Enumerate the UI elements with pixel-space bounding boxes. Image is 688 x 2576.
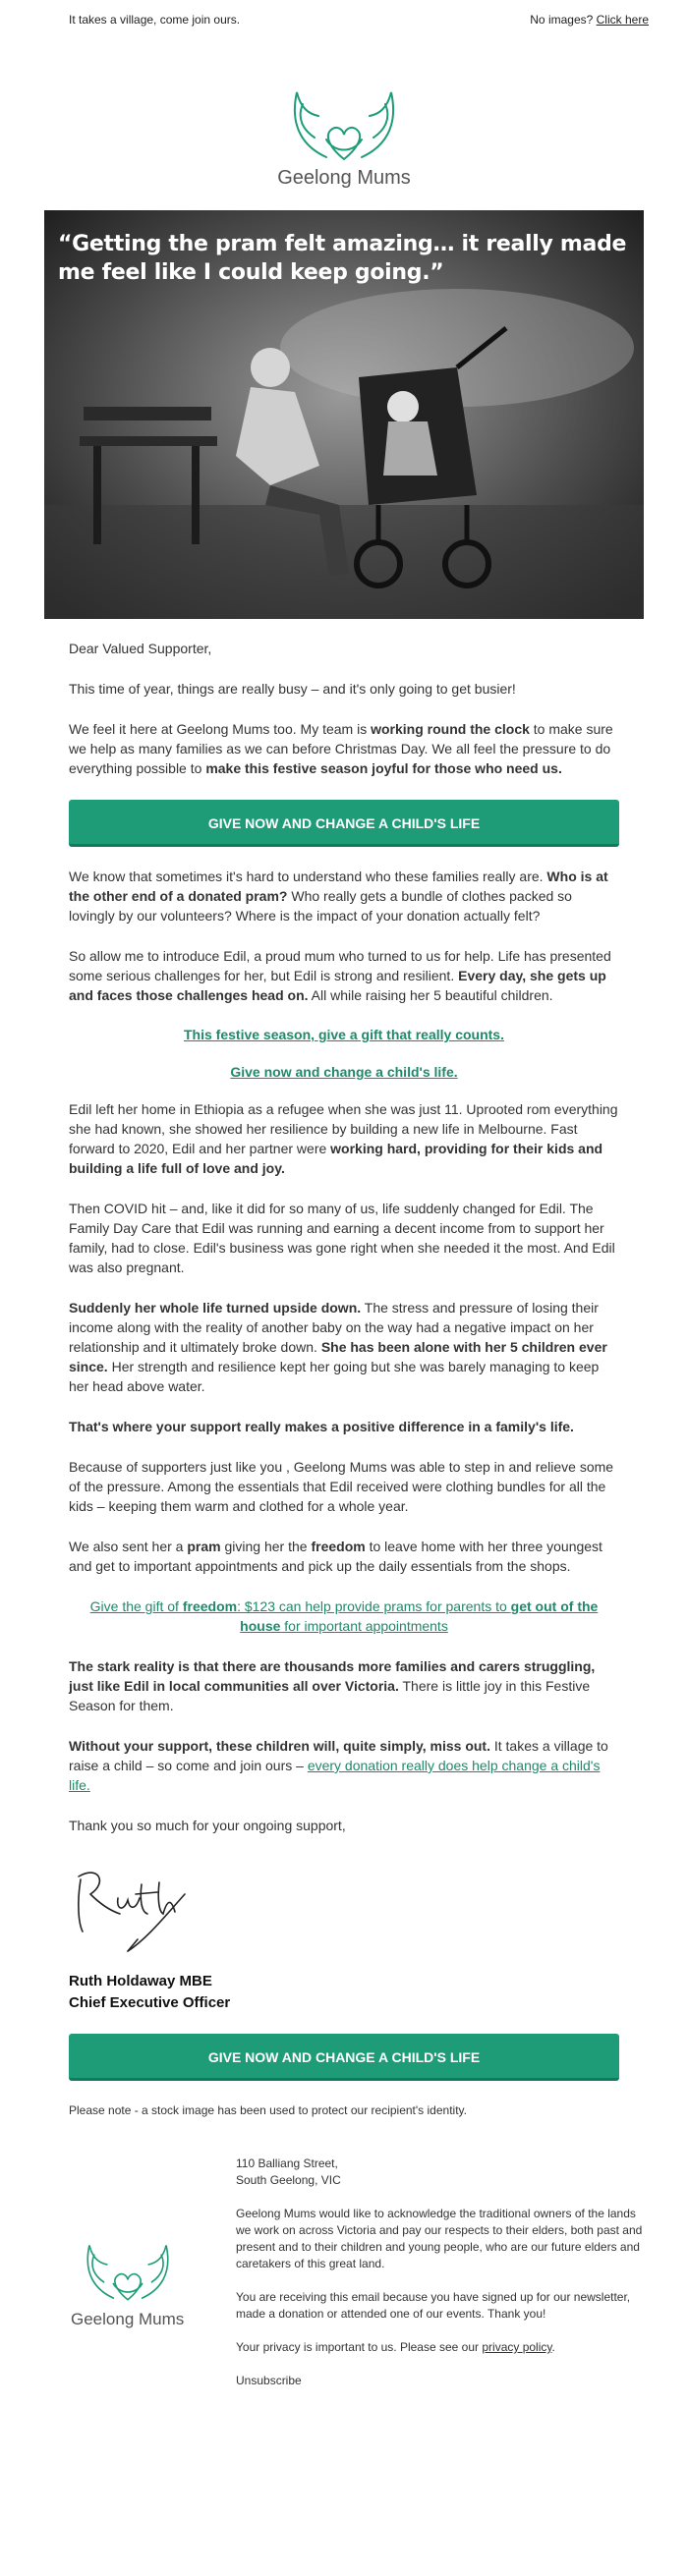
acknowledgement: Geelong Mums would like to acknowledge the traditional owners of the lands we work on across Victoria and pay our respects to their elders, both past and present and to their children and young people, who are our future elders and caretakers of this great land. xyxy=(236,2207,643,2270)
privacy-note: Your privacy is important to us. Please see our privacy policy. xyxy=(236,2340,555,2354)
festive-gift-link[interactable]: This festive season, give a gift that really counts. xyxy=(184,1027,504,1042)
view-online: No images? Click here xyxy=(530,13,649,27)
winged-heart-logo-icon xyxy=(69,2234,187,2303)
paragraph-relief: Because of supporters just like you , Geelong Mums was able to step in and relieve some of the pressure. Among the essentials that Edil received were clothing bundles for all the kids – keeping them warm and clothed for a whole year. xyxy=(69,1459,614,1514)
brand-name: Geelong Mums xyxy=(277,167,411,189)
greeting: Dear Valued Supporter, xyxy=(69,641,212,656)
stock-image-note: Please note - a stock image has been used to protect our recipient's identity. xyxy=(69,2103,467,2117)
letter-body-2 xyxy=(0,867,688,2014)
paragraph-ethiopia: Edil left her home in Ethiopia as a refugee when she was just 11. Uprooted rom everything she had known, she showed her resilience by building a new life in Melbourne. Fast forward to 2020, Edil and her partner were working hard, providing for their kids and building a life full of love and joy. xyxy=(69,1101,618,1176)
letter-body xyxy=(0,639,688,778)
give-now-button[interactable]: GIVE NOW AND CHANGE A CHILD'S LIFE xyxy=(69,800,619,847)
winged-heart-logo-icon xyxy=(275,79,413,163)
paragraph-pram: We also sent her a pram giving her the freedom to leave home with her three youngest and get to important appointments and pick up the daily essentials from the shops. xyxy=(69,1539,602,1574)
paragraph-reality: The stark reality is that there are thousands more families and carers struggling, just like Edil in local communities all over Victoria. There is little joy in this Festive Season for them. xyxy=(69,1658,596,1713)
address-line-1: 110 Balliang Street, xyxy=(236,2156,338,2170)
donation-link[interactable]: every donation really does help change a child's life. xyxy=(69,1758,601,1793)
preheader-tagline: It takes a village, come join ours. xyxy=(69,13,241,27)
paragraph-who: We know that sometimes it's hard to understand who these families really are. Who is at the other end of a donated pram? Who really gets a bundle of clothes packed so lovingly by our volunteers? Where is the impact of your donation actually felt? xyxy=(69,868,608,924)
hero-image xyxy=(44,210,644,619)
paragraph-covid: Then COVID hit – and, like it did for so many of us, life suddenly changed for Edil. The Family Day Care that Edil was running and earning a decent income from to support her family, had to close. Edil's business was gone right when she needed it the most. And Edil was also pregnant. xyxy=(69,1201,615,1275)
stock-note-wrap xyxy=(0,2100,688,2120)
hero-quote: “Getting the pram felt amazing… it really made me feel like I could keep going.” xyxy=(58,232,627,285)
signatory-title: Chief Executive Officer xyxy=(69,1994,231,2011)
paragraph-village: Without your support, these children will, quite simply, miss out. It takes a village to raise a child – so come and join ours – every donation really does help change a child's life. xyxy=(69,1738,608,1793)
footer-logo xyxy=(69,2156,236,2389)
signatory-name: Ruth Holdaway MBE xyxy=(69,1973,212,1989)
give-now-link[interactable]: Give now and change a child's life. xyxy=(230,1064,458,1080)
click-here-link[interactable]: Click here xyxy=(596,13,649,27)
freedom-gift-link[interactable]: Give the gift of freedom: $123 can help provide prams for parents to get out of the house for important appointments xyxy=(89,1598,599,1634)
receiving-note: You are receiving this email because you have signed up for our newsletter, made a donation or attended one of our events. Thank you! xyxy=(236,2290,631,2321)
footer xyxy=(0,2156,688,2389)
address-line-2: South Geelong, VIC xyxy=(236,2173,341,2187)
thanks-line: Thank you so much for your ongoing support, xyxy=(69,1818,346,1833)
paragraph-support: That's where your support really makes a positive difference in a family's life. xyxy=(69,1419,574,1434)
header-logo xyxy=(0,39,688,210)
paragraph-upside-down: Suddenly her whole life turned upside down. The stress and pressure of losing their income along with the reality of another baby on the way had a negative impact on her relationship and it ultimately broke down. She has been alone with her 5 children ever since. Her strength and resilience kept her going but she was barely managing to keep her head above water. xyxy=(69,1300,607,1394)
privacy-policy-link[interactable]: privacy policy xyxy=(482,2340,552,2354)
footer-brand-name: Geelong Mums xyxy=(71,2310,185,2328)
footer-text xyxy=(236,2156,649,2389)
paragraph-edil: So allow me to introduce Edil, a proud mum who turned to us for help. Life has presented some serious challenges for her, but Edil is strong and resilient. Every day, she gets up and faces those challenges head on. All while raising her 5 beautiful children. xyxy=(69,948,611,1003)
paragraph-team: We feel it here at Geelong Mums too. My team is working round the clock to make sure we help as many families as we can before Christmas Day. We all feel the pressure to do everything possible to make this festive season joyful for those who need us. xyxy=(69,721,613,776)
signature xyxy=(69,1855,619,1963)
paragraph-intro: This time of year, things are really busy – and it's only going to get busier! xyxy=(69,681,516,697)
unsubscribe-link[interactable]: Unsubscribe xyxy=(236,2374,302,2387)
give-now-button-bottom[interactable]: GIVE NOW AND CHANGE A CHILD'S LIFE xyxy=(69,2034,619,2081)
signature-icon xyxy=(69,1855,206,1963)
preheader xyxy=(0,0,688,39)
